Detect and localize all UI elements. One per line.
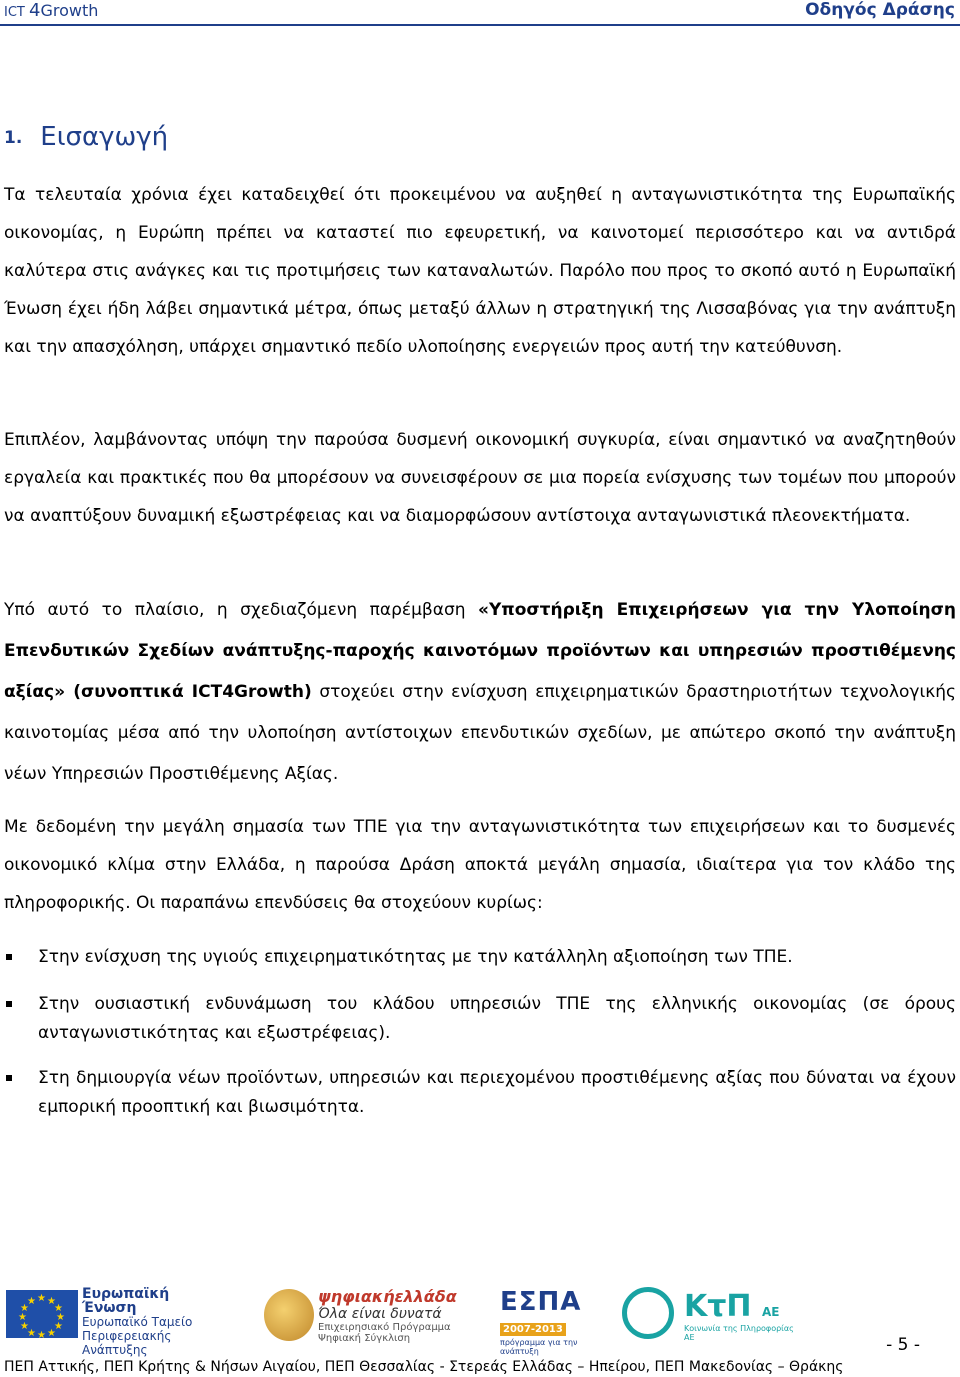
- eu-flag-icon: ★ ★ ★ ★ ★ ★ ★ ★ ★ ★ ★ ★: [6, 1290, 78, 1338]
- ktp-logo-title: ΚτΠ: [684, 1289, 752, 1324]
- document-title: Οδηγός Δράσης: [805, 0, 955, 20]
- page-header: [0, 0, 960, 24]
- section-heading: [4, 122, 168, 152]
- digital-greece-logo: [318, 1287, 498, 1344]
- paragraph-action-lead: Υπό αυτό το πλαίσιο, η σχεδιαζόμενη παρέμβαση: [4, 600, 479, 620]
- ktp-circle-icon: [622, 1287, 674, 1339]
- brand-label: [4, 0, 98, 21]
- section-number: 1.: [4, 127, 23, 148]
- digital-greece-logo-line: ψηφιακήελλάδα: [318, 1287, 457, 1306]
- paragraph-action: [4, 590, 956, 795]
- ktp-logo-suffix: ΑΕ: [761, 1305, 780, 1319]
- eu-logo-line: Ανάπτυξης: [82, 1343, 148, 1357]
- paragraph-action-tail: στοχεύει στην ενίσχυση επιχειρηματικών δραστηριοτήτων τεχνολογικής καινοτομίας μέσα από την υλοποίηση αντίστοιχων επενδυτικών σχεδίων, με απώτερο σκοπό την ανάπτυξη νέων Υπηρεσιών Προστιθέμενης Αξίας.: [4, 682, 957, 784]
- digital-greece-logo-line: Όλα είναι δυνατά: [318, 1306, 442, 1322]
- list-item: [0, 943, 956, 972]
- section-title: Εισαγωγή: [40, 122, 169, 152]
- list-item: [0, 990, 956, 1048]
- bullet-square-icon: [6, 954, 12, 960]
- bullet-square-icon: [6, 1075, 12, 1081]
- ktp-logo-tag: Κοινωνία της Πληροφορίας ΑΕ: [684, 1324, 794, 1342]
- bullet-square-icon: [6, 1001, 12, 1007]
- header-divider: [0, 24, 960, 26]
- digital-greece-logo-line: Επιχειρησιακό Πρόγραμμα: [318, 1322, 451, 1333]
- brand-suffix: Growth: [40, 1, 99, 20]
- espa-logo: [500, 1287, 604, 1356]
- paragraph-objectives: Με δεδομένη την μεγάλη σημασία των ΤΠΕ για την ανταγωνιστικότητα των επιχειρήσεων και το δυσμενές οικονομικό κλίμα στην Ελλάδα, η παρούσα Δράση αποκτά μεγάλη σημασία, ιδιαίτερα για τον κλάδο της πληροφορικής. Οι παραπάνω επενδύσεις θα στοχεύουν κυρίως:: [4, 817, 956, 913]
- digital-greece-logo-line: Ψηφιακή Σύγκλιση: [318, 1333, 411, 1344]
- list-item: [0, 1064, 956, 1122]
- espa-logo-tag: πρόγραμμα για την ανάπτυξη: [500, 1338, 578, 1356]
- paragraph-context: Επιπλέον, λαμβάνοντας υπόψη την παρούσα δυσμενή οικονομική συγκυρία, είναι σημαντικό να αναζητηθούν εργαλεία και πρακτικές που θα μπορέσουν να συνεισφέρουν σε μια πορεία ενίσχυσης των τομέων που μπορούν να αναπτύξουν δυναμική εξωστρέφειας και να διαμορφώσουν αντίστοιχα ανταγωνιστικά πλεονεκτήματα.: [4, 430, 956, 526]
- list-item-text: Στην ουσιαστική ενδυνάμωση του κλάδου υπηρεσιών ΤΠΕ της ελληνικής οικονομίας (σε όρους ανταγωνιστικότητας και εξωστρέφειας).: [38, 994, 956, 1043]
- list-item-text: Στην ενίσχυση της υγιούς επιχειρηματικότητας με την κατάλληλη αξιοποίηση των ΤΠΕ.: [38, 947, 793, 967]
- page-footer: [0, 1283, 960, 1377]
- eu-logo-line: Ευρωπαϊκή Ένωση: [82, 1286, 170, 1316]
- eu-logo-line: Περιφερειακής: [82, 1329, 172, 1343]
- action-name: «Υποστήριξη Επιχειρήσεων για την Υλοποίηση Επενδυτικών Σχεδίων ανάπτυξης-παροχής καινοτόμων προϊόντων και υπηρεσιών προστιθέμενης αξίας» (συνοπτικά ICT4Growth): [4, 600, 956, 702]
- eu-logo-line: Ευρωπαϊκό Ταμείο: [82, 1315, 193, 1329]
- paragraph-intro: Τα τελευταία χρόνια έχει καταδειχθεί ότι προκειμένου να αυξηθεί η ανταγωνιστικότητα της Ευρωπαϊκής οικονομίας, η Ευρώπη πρέπει να καταστεί πιο εφευρετική, να καινοτομεί περισσότερο και να αντιδρά καλύτερα στις ανάγκες και τις προτιμήσεις των καταναλωτών. Παρόλο που προς το σκοπό αυτό η Ευρωπαϊκή Ένωση έχει ήδη λάβει σημαντικά μέτρα, όπως μεταξύ άλλων η στρατηγική της Λισσαβόνας για την ανάπτυξη και την απασχόληση, υπάρχει σημαντικό πεδίο υλοποίησης ενεργειών προς αυτή την κατεύθυνση.: [4, 185, 956, 357]
- espa-logo-years: 2007-2013: [500, 1323, 566, 1336]
- brand-number: 4: [28, 0, 41, 21]
- digital-greece-icon: [264, 1289, 314, 1341]
- eu-logo-text: [82, 1287, 212, 1357]
- brand-prefix: ICT: [4, 5, 29, 20]
- list-item-text: Στη δημιουργία νέων προϊόντων, υπηρεσιών και περιεχομένου προστιθέμενης αξίας που δύναται να έχουν εμπορική προοπτική και βιωσιμότητα.: [38, 1068, 956, 1117]
- ktp-logo: [684, 1289, 804, 1342]
- page-number: - 5 -: [886, 1335, 920, 1355]
- footer-programs: ΠΕΠ Αττικής, ΠΕΠ Κρήτης & Νήσων Αιγαίου, ΠΕΠ Θεσσαλίας - Στερεάς Ελλάδας – Ηπείρου, ΠΕΠ Μακεδονίας – Θράκης: [4, 1359, 844, 1375]
- espa-logo-title: ΕΣΠΑ: [500, 1287, 582, 1317]
